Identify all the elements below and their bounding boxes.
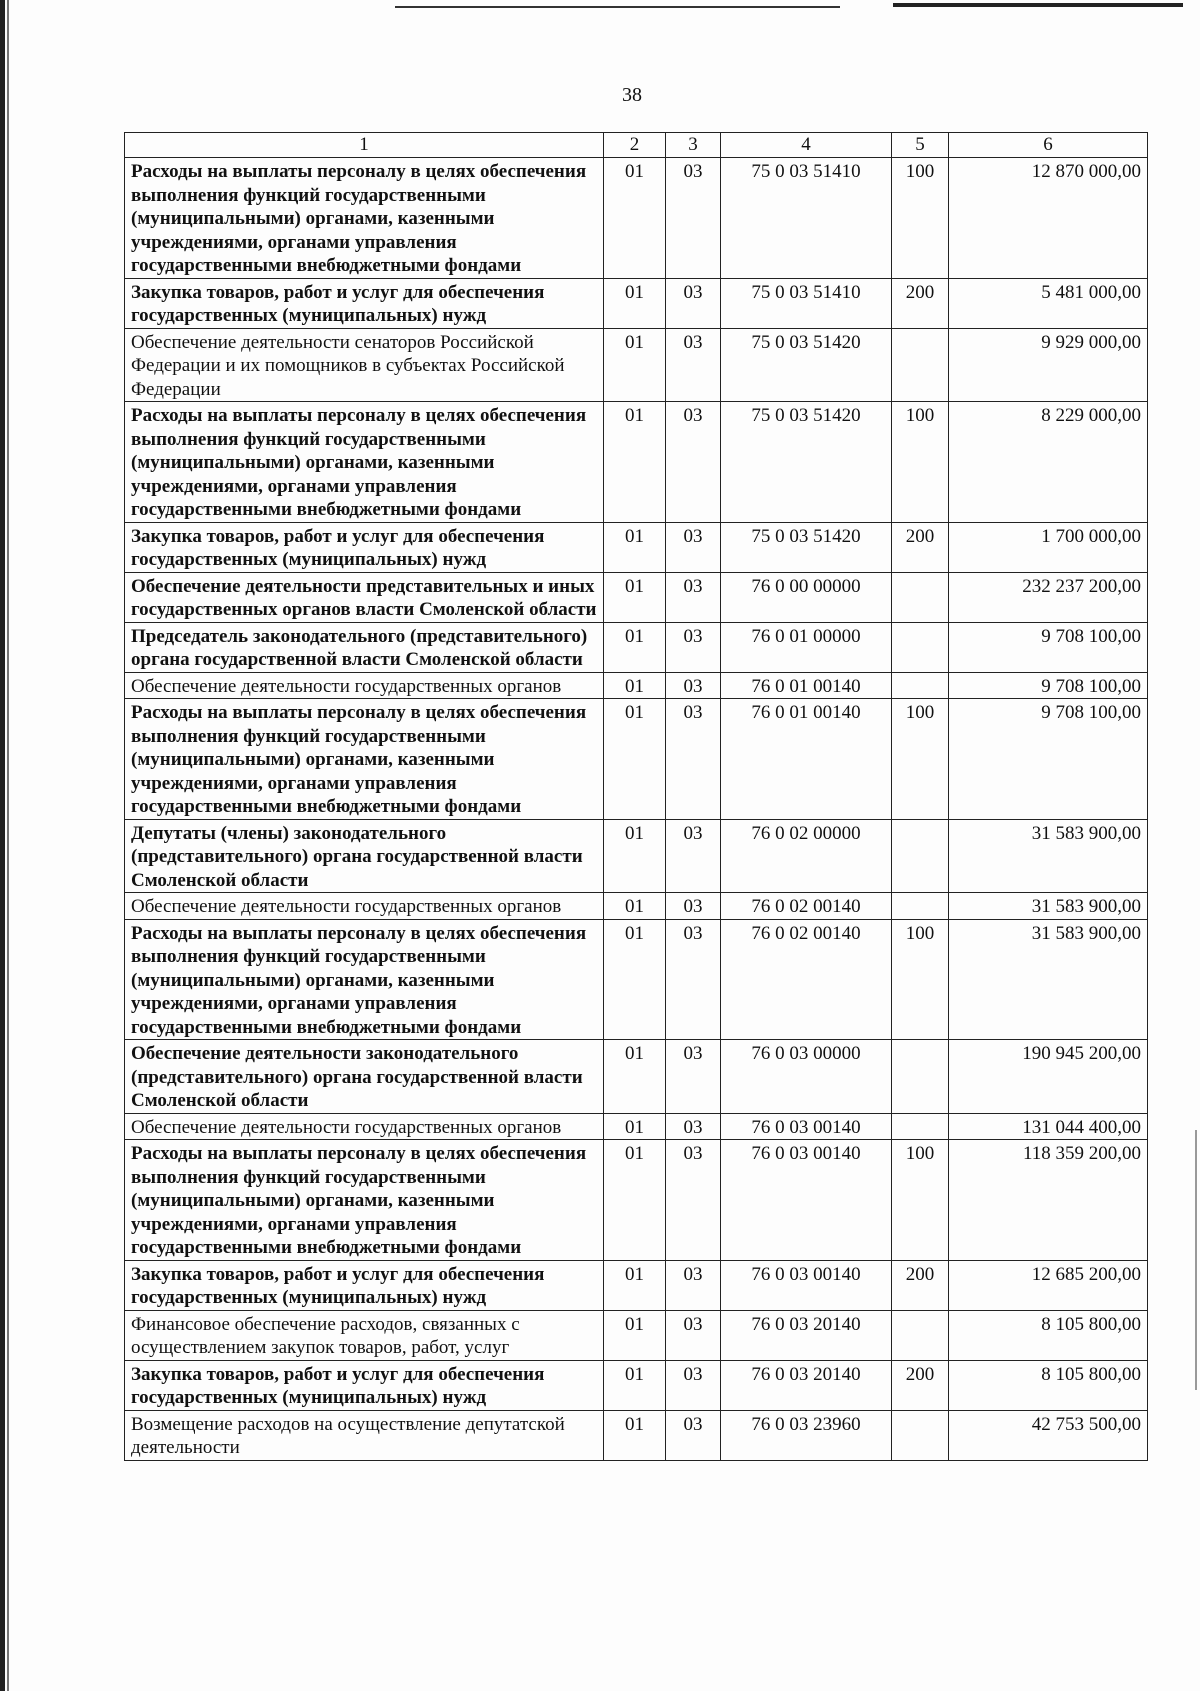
table-row [125, 1040, 1148, 1114]
scan-edge-left-inner [7, 0, 9, 1691]
column-header: 5 [892, 133, 949, 158]
row-expense-type [892, 1040, 949, 1114]
row-section: 01 [604, 572, 666, 622]
row-name: Обеспечение деятельности государственных органов [125, 1113, 604, 1140]
table-row [125, 328, 1148, 402]
row-section: 01 [604, 158, 666, 279]
row-section: 01 [604, 402, 666, 523]
row-subsection: 03 [666, 1410, 721, 1460]
table-row [125, 572, 1148, 622]
row-amount: 5 481 000,00 [949, 278, 1148, 328]
row-amount: 9 708 100,00 [949, 699, 1148, 820]
table-row [125, 1310, 1148, 1360]
row-name: Закупка товаров, работ и услуг для обеспечения государственных (муниципальных) нужд [125, 1260, 604, 1310]
row-expense-type [892, 893, 949, 920]
row-amount: 8 229 000,00 [949, 402, 1148, 523]
table-row [125, 1113, 1148, 1140]
row-target-code: 75 0 03 51420 [721, 402, 892, 523]
row-expense-type: 200 [892, 278, 949, 328]
column-header: 6 [949, 133, 1148, 158]
row-subsection: 03 [666, 919, 721, 1040]
row-section: 01 [604, 1310, 666, 1360]
row-target-code: 76 0 03 00140 [721, 1260, 892, 1310]
row-target-code: 76 0 03 20140 [721, 1360, 892, 1410]
scan-edge-left [0, 0, 5, 1691]
row-section: 01 [604, 1140, 666, 1261]
row-name: Расходы на выплаты персоналу в целях обеспечения выполнения функций государственными (муниципальными) органами, казенными учреждениями, органами управления государственными внебюджетными фондами [125, 919, 604, 1040]
row-name: Обеспечение деятельности государственных органов [125, 672, 604, 699]
row-target-code: 76 0 03 20140 [721, 1310, 892, 1360]
page-number: 38 [622, 84, 642, 106]
row-subsection: 03 [666, 1310, 721, 1360]
row-amount: 9 708 100,00 [949, 672, 1148, 699]
row-expense-type [892, 672, 949, 699]
row-subsection: 03 [666, 622, 721, 672]
row-section: 01 [604, 1360, 666, 1410]
row-subsection: 03 [666, 1140, 721, 1261]
table-header-row [125, 133, 1148, 158]
scan-line-top-right [893, 3, 1183, 7]
row-expense-type: 100 [892, 402, 949, 523]
row-expense-type: 200 [892, 1260, 949, 1310]
table-row [125, 1410, 1148, 1460]
row-target-code: 76 0 03 00140 [721, 1113, 892, 1140]
row-target-code: 76 0 01 00140 [721, 699, 892, 820]
row-subsection: 03 [666, 1360, 721, 1410]
row-subsection: 03 [666, 158, 721, 279]
row-section: 01 [604, 919, 666, 1040]
row-section: 01 [604, 699, 666, 820]
row-section: 01 [604, 1410, 666, 1460]
budget-table [124, 132, 1148, 1461]
table-row [125, 158, 1148, 279]
row-subsection: 03 [666, 1260, 721, 1310]
row-name: Закупка товаров, работ и услуг для обеспечения государственных (муниципальных) нужд [125, 522, 604, 572]
row-expense-type [892, 622, 949, 672]
row-target-code: 75 0 03 51410 [721, 278, 892, 328]
row-amount: 1 700 000,00 [949, 522, 1148, 572]
row-target-code: 76 0 01 00140 [721, 672, 892, 699]
row-section: 01 [604, 819, 666, 893]
row-subsection: 03 [666, 1040, 721, 1114]
column-header: 4 [721, 133, 892, 158]
scan-line-top [395, 6, 840, 8]
row-name: Обеспечение деятельности государственных органов [125, 893, 604, 920]
row-name: Обеспечение деятельности сенаторов Российской Федерации и их помощников в субъектах Российской Федерации [125, 328, 604, 402]
row-subsection: 03 [666, 328, 721, 402]
column-header: 3 [666, 133, 721, 158]
row-target-code: 76 0 02 00140 [721, 893, 892, 920]
table-row [125, 1260, 1148, 1310]
row-name: Расходы на выплаты персоналу в целях обеспечения выполнения функций государственными (муниципальными) органами, казенными учреждениями, органами управления государственными внебюджетными фондами [125, 158, 604, 279]
row-expense-type: 200 [892, 522, 949, 572]
row-expense-type [892, 572, 949, 622]
table-row [125, 1140, 1148, 1261]
table-row [125, 919, 1148, 1040]
row-section: 01 [604, 522, 666, 572]
scan-edge-right [1195, 1130, 1197, 1390]
row-subsection: 03 [666, 893, 721, 920]
row-name: Депутаты (члены) законодательного (представительного) органа государственной власти Смоленской области [125, 819, 604, 893]
row-name: Закупка товаров, работ и услуг для обеспечения государственных (муниципальных) нужд [125, 278, 604, 328]
row-subsection: 03 [666, 672, 721, 699]
row-amount: 31 583 900,00 [949, 919, 1148, 1040]
row-amount: 12 685 200,00 [949, 1260, 1148, 1310]
row-section: 01 [604, 622, 666, 672]
row-section: 01 [604, 1040, 666, 1114]
row-subsection: 03 [666, 278, 721, 328]
row-target-code: 76 0 03 00000 [721, 1040, 892, 1114]
table-row [125, 672, 1148, 699]
table-row [125, 893, 1148, 920]
row-amount: 232 237 200,00 [949, 572, 1148, 622]
row-name: Обеспечение деятельности законодательного (представительного) органа государственной власти Смоленской области [125, 1040, 604, 1114]
row-name: Обеспечение деятельности представительных и иных государственных органов власти Смоленской области [125, 572, 604, 622]
row-name: Председатель законодательного (представительного) органа государственной власти Смоленской области [125, 622, 604, 672]
column-header: 1 [125, 133, 604, 158]
row-target-code: 75 0 03 51410 [721, 158, 892, 279]
table-row [125, 402, 1148, 523]
table-row [125, 1360, 1148, 1410]
row-expense-type: 100 [892, 919, 949, 1040]
row-section: 01 [604, 278, 666, 328]
row-name: Возмещение расходов на осуществление депутатской деятельности [125, 1410, 604, 1460]
row-amount: 190 945 200,00 [949, 1040, 1148, 1114]
row-subsection: 03 [666, 819, 721, 893]
row-amount: 8 105 800,00 [949, 1360, 1148, 1410]
row-expense-type [892, 1410, 949, 1460]
row-subsection: 03 [666, 522, 721, 572]
row-section: 01 [604, 672, 666, 699]
row-amount: 42 753 500,00 [949, 1410, 1148, 1460]
table-row [125, 622, 1148, 672]
row-name: Финансовое обеспечение расходов, связанных с осуществлением закупок товаров, работ, услуг [125, 1310, 604, 1360]
row-target-code: 76 0 00 00000 [721, 572, 892, 622]
row-name: Расходы на выплаты персоналу в целях обеспечения выполнения функций государственными (муниципальными) органами, казенными учреждениями, органами управления государственными внебюджетными фондами [125, 699, 604, 820]
row-target-code: 76 0 01 00000 [721, 622, 892, 672]
row-amount: 8 105 800,00 [949, 1310, 1148, 1360]
table-row [125, 699, 1148, 820]
row-expense-type: 100 [892, 158, 949, 279]
row-subsection: 03 [666, 1113, 721, 1140]
row-subsection: 03 [666, 402, 721, 523]
row-section: 01 [604, 893, 666, 920]
row-section: 01 [604, 328, 666, 402]
row-name: Закупка товаров, работ и услуг для обеспечения государственных (муниципальных) нужд [125, 1360, 604, 1410]
row-expense-type [892, 819, 949, 893]
row-target-code: 76 0 02 00000 [721, 819, 892, 893]
row-target-code: 75 0 03 51420 [721, 328, 892, 402]
row-target-code: 76 0 03 23960 [721, 1410, 892, 1460]
row-section: 01 [604, 1260, 666, 1310]
row-target-code: 76 0 03 00140 [721, 1140, 892, 1261]
row-expense-type: 100 [892, 699, 949, 820]
row-amount: 31 583 900,00 [949, 893, 1148, 920]
row-name: Расходы на выплаты персоналу в целях обеспечения выполнения функций государственными (муниципальными) органами, казенными учреждениями, органами управления государственными внебюджетными фондами [125, 402, 604, 523]
row-amount: 31 583 900,00 [949, 819, 1148, 893]
row-amount: 9 929 000,00 [949, 328, 1148, 402]
row-amount: 118 359 200,00 [949, 1140, 1148, 1261]
row-expense-type: 200 [892, 1360, 949, 1410]
row-expense-type: 100 [892, 1140, 949, 1261]
row-name: Расходы на выплаты персоналу в целях обеспечения выполнения функций государственными (муниципальными) органами, казенными учреждениями, органами управления государственными внебюджетными фондами [125, 1140, 604, 1261]
row-amount: 131 044 400,00 [949, 1113, 1148, 1140]
table-row [125, 278, 1148, 328]
row-subsection: 03 [666, 572, 721, 622]
table-row [125, 819, 1148, 893]
table-row [125, 522, 1148, 572]
row-expense-type [892, 1310, 949, 1360]
column-header: 2 [604, 133, 666, 158]
row-amount: 9 708 100,00 [949, 622, 1148, 672]
row-amount: 12 870 000,00 [949, 158, 1148, 279]
row-subsection: 03 [666, 699, 721, 820]
row-section: 01 [604, 1113, 666, 1140]
row-expense-type [892, 328, 949, 402]
row-target-code: 76 0 02 00140 [721, 919, 892, 1040]
row-target-code: 75 0 03 51420 [721, 522, 892, 572]
row-expense-type [892, 1113, 949, 1140]
